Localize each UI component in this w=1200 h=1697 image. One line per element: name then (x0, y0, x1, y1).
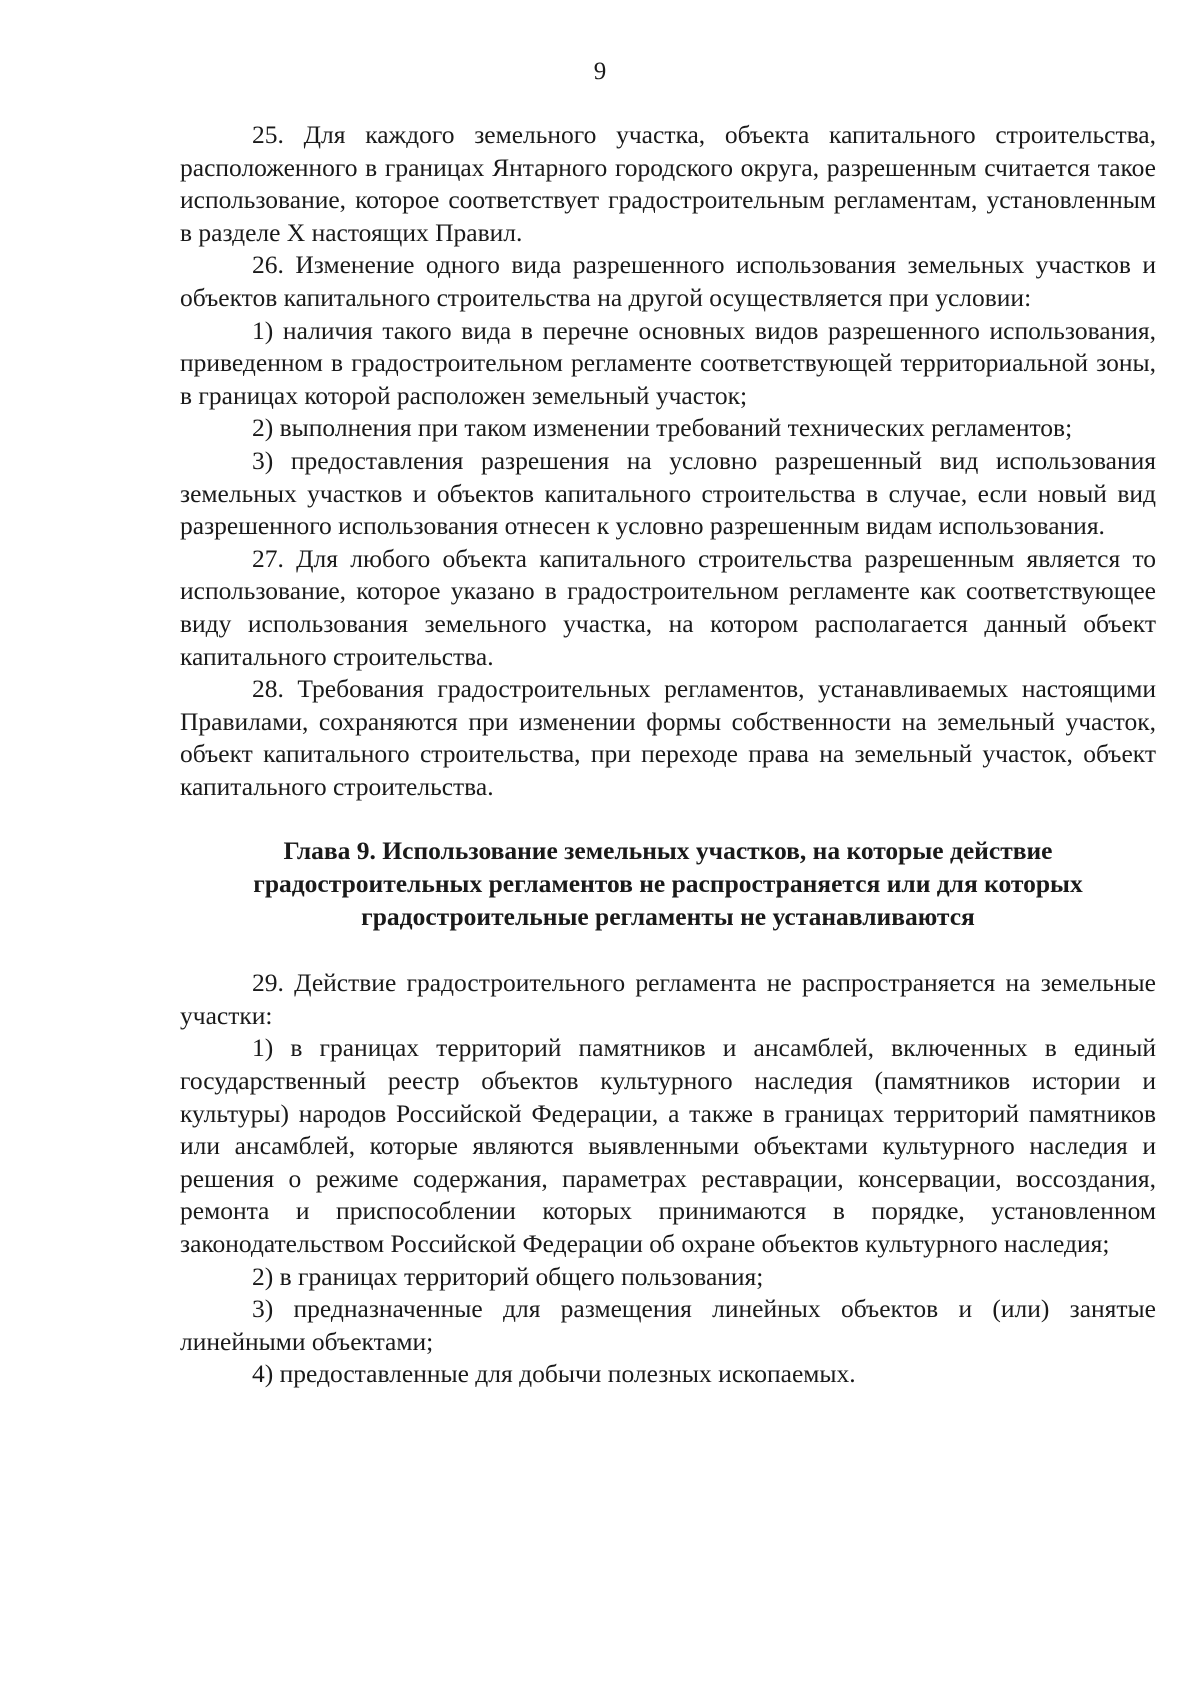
paragraph-29: 29. Действие градостроительного регламента не распространяется на земельные участки: (180, 968, 1156, 1030)
paragraph-29-item-4: 4) предоставленные для добычи полезных ископаемых. (252, 1359, 856, 1389)
paragraph-25: 25. Для каждого земельного участка, объекта капитального строительства, расположенного в границах Янтарного городского округа, разрешенным считается такое использование, которое соответствует градостроительным регламентам, установленным в разделе X настоящих Правил. (180, 120, 1156, 247)
paragraph-26-item-3: 3) предоставления разрешения на условно разрешенный вид использования земельных участков и объектов капитального строительства в случае, если новый вид разрешенного использования отнесен к условно разрешенным видам использования. (180, 445, 1156, 541)
chapter-heading-line-1: Глава 9. Использование земельных участков, на которые действие (283, 836, 1053, 866)
document-body (180, 119, 1156, 1391)
paragraph-26-item-2: 2) выполнения при таком изменении требований технических регламентов; (252, 413, 1073, 443)
paragraph-28: 28. Требования градостроительных регламентов, устанавливаемых настоящими Правилами, сохраняются при изменении формы собственности на земельный участок, объект капитального строительства, при переходе права на земельный участок, объект капитального строительства. (180, 674, 1156, 801)
paragraph-27: 27. Для любого объекта капитального строительства разрешенным является то использование, которое указано в градостроительном регламенте как соответствующее виду использования земельного участка, на котором располагается данный объект капитального строительства. (180, 543, 1156, 671)
paragraph-29-item-3: 3) предназначенные для размещения линейных объектов и (или) занятые линейными объектами; (180, 1294, 1156, 1356)
chapter-heading (180, 835, 1156, 933)
paragraph-26-item-1: 1) наличия такого вида в перечне основных видов разрешенного использования, приведенном в градостроительном регламенте соответствующей территориальной зоны, в границах которой расположен земельный участок; (180, 315, 1156, 410)
page-number: 9 (593, 58, 607, 85)
chapter-heading-line-2: градостроительных регламентов не распространяется или для которых (253, 869, 1083, 899)
paragraph-29-item-1: 1) в границах территорий памятников и ансамблей, включенных в единый государственный реестр объектов культурного наследия (памятников истории и культуры) народов Российской Федерации, а также в границах территорий памятников или ансамблей, которые являются выявленными объектами культурного наследия и решения о режиме содержания, параметрах реставрации, консервации, воссоздания, ремонта и приспособлении которых принимаются в порядке, установленном законодательством Российской Федерации об охране объектов культурного наследия; (180, 1033, 1156, 1258)
paragraph-29-item-2: 2) в границах территорий общего пользования; (252, 1261, 764, 1291)
paragraph-26: 26. Изменение одного вида разрешенного использования земельных участков и объектов капитального строительства на другой осуществляется при условии: (180, 250, 1156, 312)
chapter-heading-line-3: градостроительные регламенты не устанавливаются (361, 901, 975, 931)
